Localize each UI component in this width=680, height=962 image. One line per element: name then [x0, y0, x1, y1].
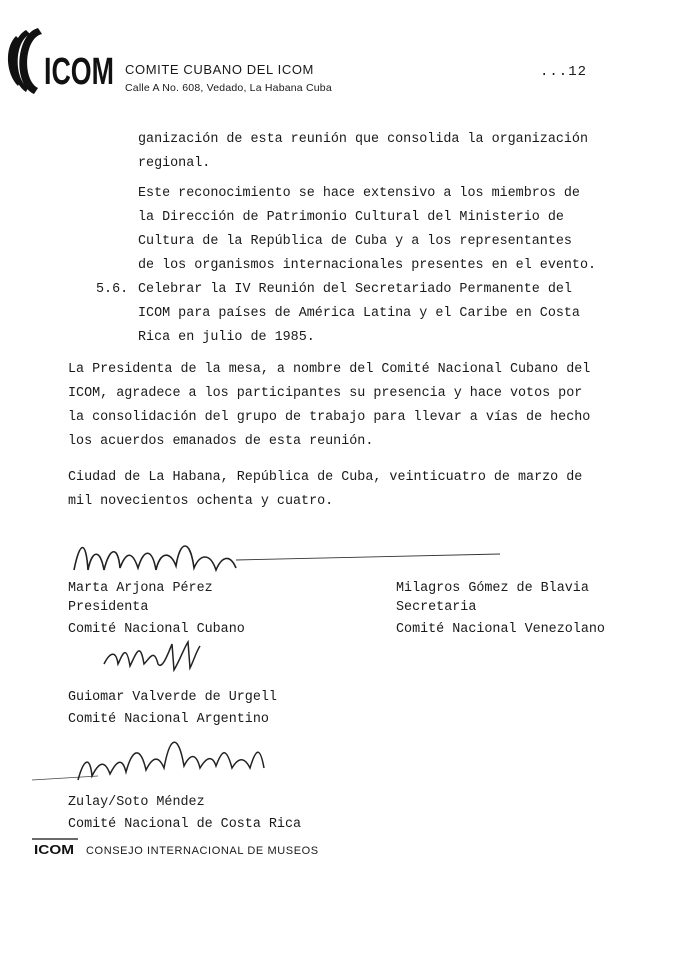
text-line: ICOM para países de América Latina y el Caribe en Costa — [138, 306, 580, 321]
signatory-4 — [68, 792, 301, 836]
paragraph-thanks — [68, 358, 590, 454]
signature-guiomar-valverde — [96, 634, 236, 684]
text-line: mil novecientos ochenta y cuatro. — [68, 494, 334, 509]
signatory-committee: Comité Nacional de Costa Rica — [68, 817, 302, 832]
text-line: la consolidación del grupo de trabajo para llevar a vías de hecho — [68, 410, 591, 425]
footer-text: CONSEJO INTERNACIONAL DE MUSEOS — [86, 845, 319, 857]
signatory-committee: Comité Nacional Cubano — [68, 622, 245, 637]
text-line: ICOM, agradece a los participantes su presencia y hace votos por — [68, 386, 583, 401]
signatory-committee: Comité Nacional Argentino — [68, 712, 269, 727]
footer-icom-logo — [32, 838, 78, 858]
organization-address: Calle A No. 608, Vedado, La Habana Cuba — [125, 82, 332, 94]
paragraph-continuation — [138, 128, 588, 176]
text-line: Rica en julio de 1985. — [138, 330, 315, 345]
signatory-name: Milagros Gómez de Blavia — [396, 581, 589, 596]
page-number: ...12 — [540, 64, 588, 80]
text-line: ganización de esta reunión que consolida la organización — [138, 132, 588, 147]
item-number: 5.6. — [96, 282, 129, 297]
signatory-name: Guiomar Valverde de Urgell — [68, 690, 277, 705]
organization-name: COMITE CUBANO DEL ICOM — [125, 62, 314, 77]
signatory-1 — [68, 579, 245, 639]
signatory-name: Zulay/Soto Méndez — [68, 795, 205, 810]
closing-place-date — [68, 466, 582, 514]
signatory-2 — [396, 579, 605, 639]
text-line: Este reconocimiento se hace extensivo a los miembros de — [138, 186, 580, 201]
signatory-committee: Comité Nacional Venezolano — [396, 622, 605, 637]
text-line: regional. — [138, 156, 211, 171]
signature-zulay-soto — [28, 728, 288, 794]
signatory-role: Secretaria — [396, 600, 477, 615]
footer-logo-text: ICOM — [34, 842, 74, 857]
text-line: los acuerdos emanados de esta reunión. — [68, 434, 374, 449]
signatory-role: Presidenta — [68, 600, 149, 615]
text-line: La Presidenta de la mesa, a nombre del Comité Nacional Cubano del — [68, 362, 591, 377]
signatory-3 — [68, 687, 277, 731]
icom-logo — [8, 22, 116, 98]
signatory-name: Marta Arjona Pérez — [68, 581, 213, 596]
logo-text: ICOM — [44, 51, 114, 93]
item-text — [138, 278, 580, 350]
text-line: la Dirección de Patrimonio Cultural del Ministerio de — [138, 210, 564, 225]
text-line: Ciudad de La Habana, República de Cuba, veinticuatro de marzo de — [68, 470, 583, 485]
text-line: Cultura de la República de Cuba y a los representantes — [138, 234, 572, 249]
paragraph-recognition — [138, 182, 596, 278]
text-line: Celebrar la IV Reunión del Secretariado Permanente del — [138, 282, 572, 297]
text-line: de los organismos internacionales presentes en el evento. — [138, 258, 597, 273]
